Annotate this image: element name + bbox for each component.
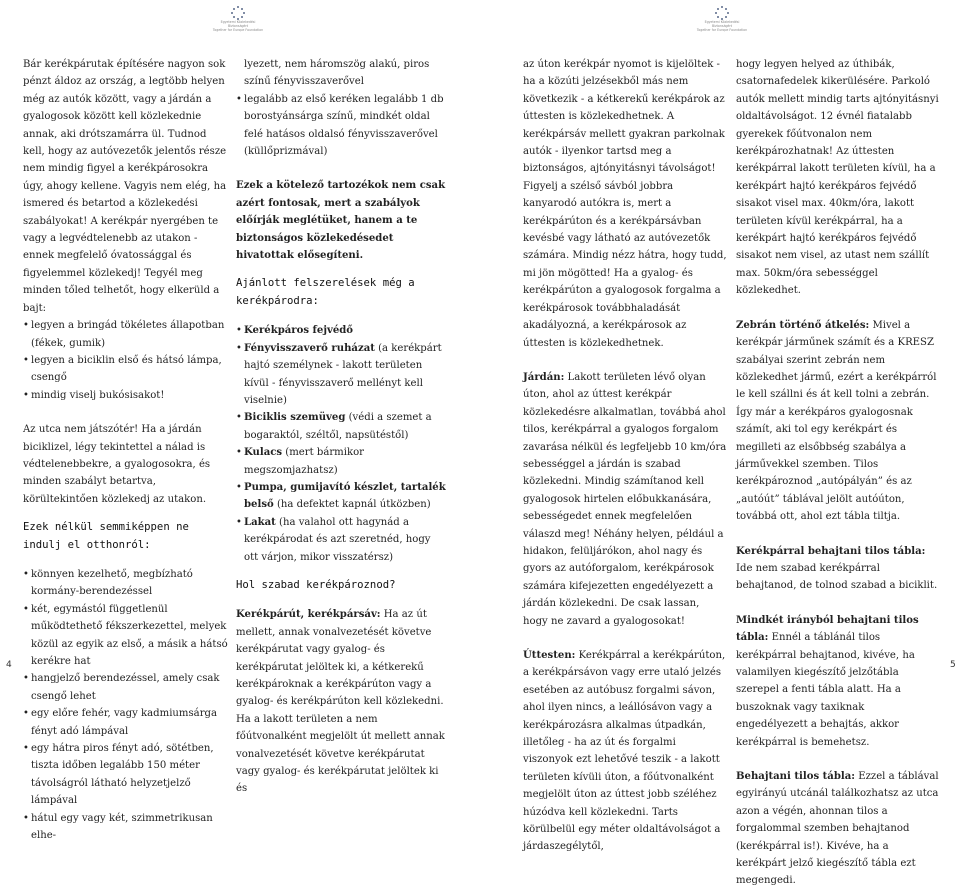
list-item: • két, egymástól függetlenül működtethető fékszerkezettel, melyek közül az egyik az első, a másik a hátsó kerékre hat: [23, 601, 228, 671]
logo-text-2: Together for Europe Foundation: [212, 28, 264, 32]
stars-icon: [714, 6, 730, 20]
right-page: [480, 0, 960, 887]
logo-text-1: Egyetemi Közlekedési Biztonságért: [704, 20, 740, 28]
foundation-logo: [212, 6, 264, 32]
column-2: [236, 56, 446, 798]
list-item-continuation: lyezett, nem háromszög alakú, piros színű fényvisszaverővel: [244, 59, 430, 88]
logo-text-1: Egyetemi Közlekedési Biztonságért: [220, 20, 256, 28]
list-item: • mindig viselj bukósisakot!: [23, 387, 228, 404]
mandatory-equipment-list: [23, 566, 228, 845]
no-bikes-sign-paragraph: Kerékpárral behajtani tilos tábla: Ide nem szabad kerékpárral behajtanod, de tolnod szabad a biciklit.: [736, 545, 938, 592]
foundation-logo: [696, 6, 748, 32]
sidewalk-paragraph: Járdán: Lakott területen lévő olyan úton, ahol az úttest kerékpár közlekedésre alkalmatlan, továbbá ahol tilos, kerékpárral a gyalogos forgalom zavarása nélkül és legfeljebb 10 km/óra sebességgel a járdán is szabad közlekedni. Mindig számítanod kell gyalogosok hirtelen előbukkanására, sebességedet ennek megfelelően válaszd meg! Néhány helyen, például a hidakon, felüljárókon, ahol nagy és gyors az autóforgalom, kerékpárosok számára kifejezetten engedélyezett a járdán közlekedni. De csak lassan, hogy ne zavard a gyalogosokat!: [523, 371, 727, 627]
list-item: • egy előre fehér, vagy kadmiumsárga fényt adó lámpával: [23, 705, 228, 740]
crosswalk-paragraph: Zebrán történő átkelés: Mivel a kerékpár járműnek számít és a KRESZ szabályai szerint zebrán nem közlekedhet jármű, ezért a kerékpárról le kell szállni és át kell tolni a zebrán. Így már a kerékpáros gyalogosnak számít, aki tol egy kerékpárt és megilleti az elsőbbség szabálya a járművekkel szemben. Tilos kerékpároznod „autópályán” és az „autóút” táblával jelölt autóúton, továbbá ott, ahol ezt tábla tiltja.: [736, 319, 937, 523]
bike-lane-paragraph: az úton kerékpár nyomot is kijelöltek - ha a közúti jelzésekből más nem következik - a kétkerekű kerékpárok az úttesten is közlekedhetnek. A kerékpársáv mellett gyakran parkolnak autók - ilyenkor tartsd meg a biztonságos, ajtónyitásnyi távolságot! Figyelj a szélső sávból jobbra kanyarodó autókra is, mert a kerékpárúton és a kerékpársávban kevésbé vagy látható az autóvezetők számára. Mindig nézz hátra, hogy tudd, mi jön mögötted! Ha a gyalog- és kerékpárúton a gyalogosok forgalma a kerékpárosok továbbhaladását akadályozná, a kerékpárosok az úttesten is közlekedhetnek.: [523, 59, 727, 349]
no-entry-both-sign-paragraph: Mindkét irányból behajtani tilos tábla: Ennél a táblánál tilos kerékpárral behajtanod, kivéve, ha valamilyen kiegészítő jelzőtábla szerepel a fenti tábla alatt. Ha a buszoknak vagy taxiknak engedélyezett a behajtás, akkor kerékpárral is bemehetsz.: [736, 614, 919, 748]
list-item: • Kerékpáros fejvédő: [236, 322, 446, 339]
list-item: • könnyen kezelhető, megbízható kormány-berendezéssel: [23, 566, 228, 601]
list-item: • Biciklis szemüveg (védi a szemet a bogaraktól, széltől, napsütéstől): [236, 409, 446, 444]
list-item: • legyen a biciklin első és hátsó lámpa, csengő: [23, 352, 228, 387]
list-item: • Fényvisszaverő ruházat (a kerékpárt hajtó személynek - lakott területen kívül - fényvisszaverő mellényt kell viselnie): [236, 340, 446, 410]
bike-tips-list: [23, 317, 228, 404]
roadway-continuation: hogy legyen helyed az úthibák, csatornafedelek kikerülésére. Parkoló autók mellett mindig tarts ajtónyitásnyi oldaltávolságot. 12 évnél fiatalabb gyerekek főútvonalon nem kerékpározhatnak! Az úttesten kerékpárral lakott területen kívül, ha a kerékpárt hajtó kerékpáros fejvédő sisakot visel max. 40km/óra, lakott területen kívül kerékpárral, ha a kerékpárt hajtó kerékpáros fejvédő sisakot nem visel, az utast nem szállít max. 50km/óra sebességgel közlekedhet.: [736, 59, 939, 297]
section-heading: Ajánlott felszerelések még a kerékpárodra:: [236, 277, 415, 307]
page-number: 5: [950, 660, 956, 670]
list-item: • legalább az első keréken legalább 1 db borostyánsárga színű, mindkét oldal felé hatásos oldalsó fényvisszaverővel (küllőprizmával): [236, 91, 446, 161]
mandatory-note: Ezek a kötelező tartozékok nem csak azért fontosak, mert a szabályok előírják meglétüket, hanem a te biztonságos közlekedésedet hivatottak elősegíteni.: [236, 180, 446, 262]
list-item: • hangjelző berendezéssel, amely csak csengő lehet: [23, 670, 228, 705]
list-item: • Kulacs (mert bármikor megszomjazhatsz): [236, 444, 446, 479]
column-4: [736, 56, 939, 890]
section-heading: Ezek nélkül semmiképpen ne indulj el otthonról:: [23, 521, 189, 551]
left-page: [0, 0, 480, 842]
logo-text-2: Together for Europe Foundation: [696, 28, 748, 32]
column-3: [523, 56, 727, 856]
street-paragraph: Az utca nem játszótér! Ha a járdán biciklizel, légy tekintettel a nálad is védtelenebbekre, a gyalogosokra, és minden szabályt betartva, körültekintően közlekedj az utakon.: [23, 424, 211, 505]
list-item: • legyen a bringád tökéletes állapotban (fékek, gumik): [23, 317, 228, 352]
stars-icon: [230, 6, 246, 20]
list-item: • Pumpa, gumijavító készlet, tartalék belső (ha defektet kapnál útközben): [236, 479, 446, 514]
list-item: • Lakat (ha valahol ott hagynád a kerékpárodat és azt szeretnéd, hogy ott várjon, mikor visszatérsz): [236, 514, 446, 566]
no-entry-sign-paragraph: Behajtani tilos tábla: Ezzel a táblával egyirányú utcánál találkozhatsz az utca azon a végén, ahonnan tilos a forgalommal szemben behajtanod (kerékpárral is!). Kivéve, ha a kerékpárt jelző kiegészítő tábla ezt megengedi.: [736, 771, 939, 887]
section-heading: Hol szabad kerékpároznod?: [236, 578, 396, 591]
column-1: [23, 56, 228, 844]
intro-paragraph: Bár kerékpárutak építésére nagyon sok pénzt áldoz az ország, a legtöbb helyen még az autók között, vagy a járdán a gyalogosok között kell közlekednie annak, aki drótszamárra ül. Tudnod kell, hogy az autóvezetők jelentős része nem mindig figyel a kerékpárosokra úgy, ahogy kellene. Vagyis nem elég, ha ismered és betartod a közlekedési szabályokat! A kerékpár nyergében te vagy a legvédtelenebb az utakon - ennek megfelelő óvatossággal és figyelemmel közlekedj! Tegyél meg minden tőled telhetőt, hogy elkerüld a bajt:: [23, 59, 227, 314]
list-item: • egy hátra piros fényt adó, sötétben, tiszta időben legalább 150 méter távolságról látható helyzetjelző lámpával: [23, 740, 228, 810]
list-item: • hátul egy vagy két, szimmetrikusan elhe-: [23, 810, 228, 845]
bike-path-paragraph: Kerékpárút, kerékpársáv: Ha az út mellett, annak vonalvezetését követve kerékpárutat vagy gyalog- és kerékpárutat jelöltek ki, a kétkerekű kerékpároknak a kerékpárúton vagy a gyalog- és kerékpárúton kell közlekedni. Ha a lakott területen a nem főútvonalként megjelölt út mellett annak vonalvezetését követve kerékpárutat vagy gyalog- és kerékpárutat jelöltek ki és: [236, 609, 445, 795]
page-number: 4: [6, 660, 12, 670]
reflector-list: [236, 91, 446, 161]
recommended-equipment-list: [236, 322, 446, 566]
roadway-paragraph: Úttesten: Kerékpárral a kerékpárúton, a kerékpársávon vagy erre utaló jelzés esetében az autóbusz forgalmi sávon, ahol ilyen nincs, a leállósávon vagy a kerékpározásra alkalmas útpadkán, illetőleg - ha az út és forgalmi viszonyok ezt lehetővé teszik - a lakott területen kívüli úton, a főútvonalként megjelölt úton az úttest jobb széléhez húzódva kell közlekedni. Tarts körülbelül egy méter oldaltávolságot a járdaszegélytől,: [523, 650, 726, 853]
